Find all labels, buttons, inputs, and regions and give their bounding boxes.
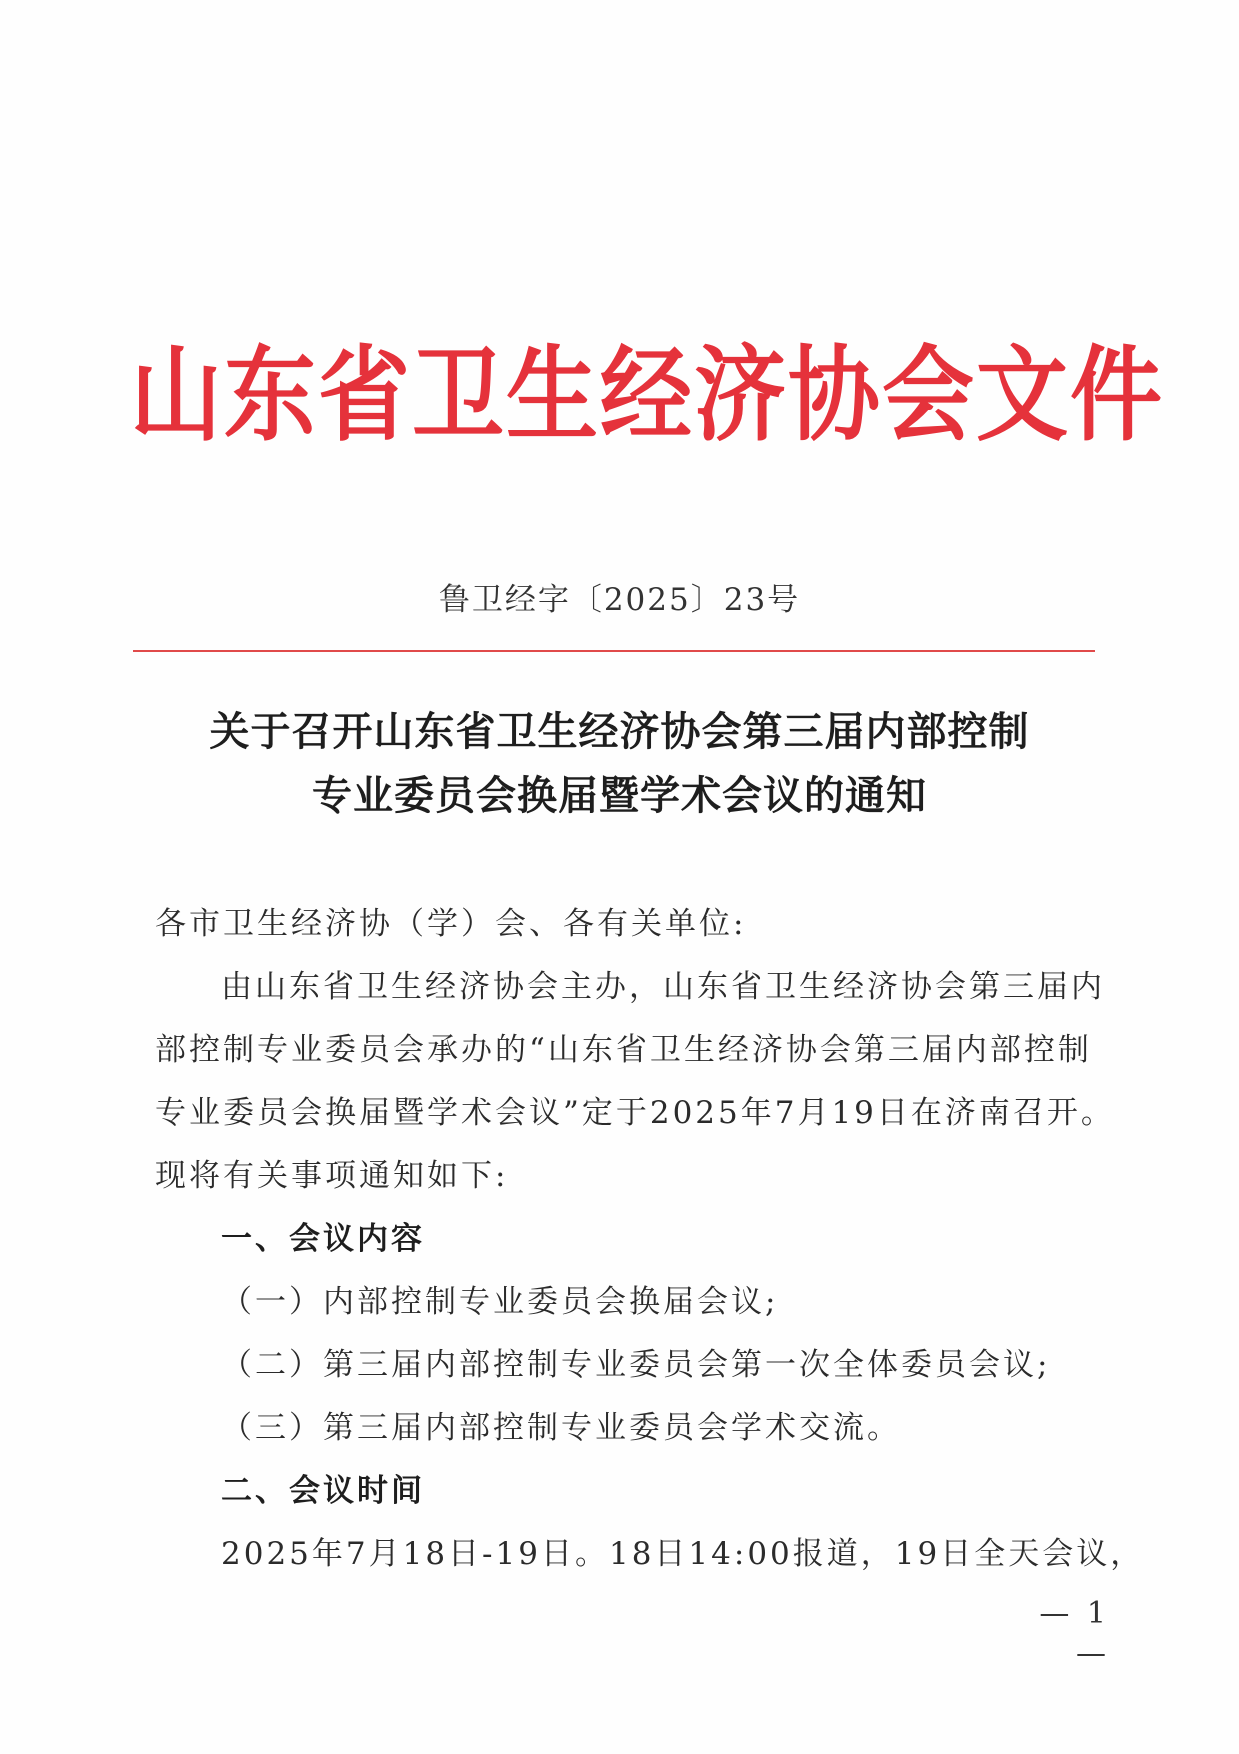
intro-line-3: 专业委员会换届暨学术会议”定于2025年7月19日在济南召开。 xyxy=(155,1095,1115,1131)
section-2-heading: 二、会议时间 xyxy=(221,1473,425,1509)
red-divider-line xyxy=(133,650,1095,652)
section-1-item-1: （一）内部控制专业委员会换届会议; xyxy=(221,1284,779,1320)
section-1-heading: 一、会议内容 xyxy=(221,1221,425,1257)
intro-line-4: 现将有关事项通知如下: xyxy=(155,1158,509,1194)
intro-line-2: 部控制专业委员会承办的“山东省卫生经济协会第三届内部控制 xyxy=(155,1032,1092,1068)
notice-body xyxy=(155,893,1145,1586)
organization-header-title: 山东省卫生经济协会文件 xyxy=(130,334,1165,456)
intro-line-1: 由山东省卫生经济协会主办，山东省卫生经济协会第三届内 xyxy=(221,969,1105,1005)
section-1-item-2: （二）第三届内部控制专业委员会第一次全体委员会议; xyxy=(221,1347,1051,1383)
salutation: 各市卫生经济协（学）会、各有关单位: xyxy=(155,906,747,942)
section-2-text: 2025年7月18日-19日。18日14:00报道，19日全天会议， xyxy=(221,1536,1145,1572)
notice-title xyxy=(0,700,1239,828)
section-1-item-3: （三）第三届内部控制专业委员会学术交流。 xyxy=(221,1410,901,1446)
notice-title-line-1: 关于召开山东省卫生经济协会第三届内部控制 xyxy=(209,708,1030,755)
notice-title-line-2: 专业委员会换届暨学术会议的通知 xyxy=(312,772,927,819)
document-number: 鲁卫经字〔2025〕23号 xyxy=(438,582,801,618)
page-number: — 1 — xyxy=(1039,1596,1110,1671)
